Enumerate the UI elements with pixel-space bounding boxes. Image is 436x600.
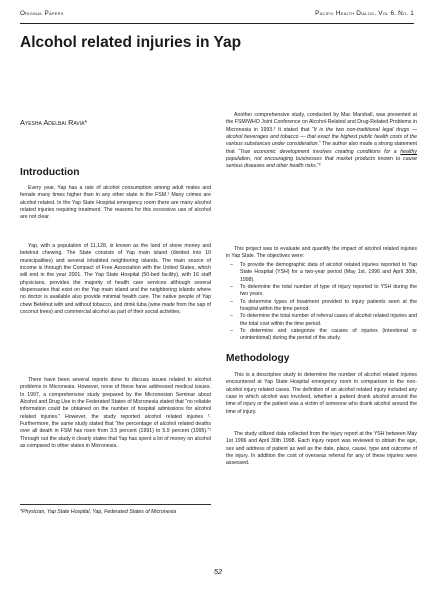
right-p1-quote-2: [226, 149, 417, 170]
footnote-rule: [20, 504, 211, 505]
right-paragraph-1: [226, 112, 417, 171]
objective-item: – To provide the demographic data of alcohol related injuries reported to Yap State Hospital (YSH) for a two-year period (May 1st, 1996 and April 30th, 1998).: [226, 262, 417, 284]
introduction-heading: Introduction: [20, 167, 80, 178]
right-p1-quote-1: It is the two non-traditional legal drugs — alcohol beverages and tobacco — that exact the highest public health costs of the various substances under consideration: [226, 126, 417, 148]
running-header-right: Pacific Health Dialog. Vol 6. No. 1: [315, 10, 414, 17]
objective-item: – To determine the total number of referral cases of alcohol related injuries and the total cost within the time period.: [226, 313, 417, 328]
intro-paragraph-3: There have been several reports done to discuss issues related to alcohol problems in Micronesia. However, none of these have addressed medical issues. In 1997, a comprehensive study prepared by the Micronesian Seminar about Alcohol and Drug Use in the Federated States of Micronesia stated that “no reliable information could be obtained on the number of hospital admissions for alcohol related injuries.” However, the study reported alcohol related injuries ¹. Furthermore, the same study stated that “the percentage of alcohol related deaths over all death in FSM has risen from 3.5 percent (1991) to 5.9 percent (1995).”¹ Through out the study it clearly states that Yap has spent a lot of money on alcohol as compared to other states in Micronesia.: [20, 377, 211, 450]
method-paragraph-2: The study utilized data collected from the injury report at the YSH between May 1st 1996 and April 30th 1998. Each injury report was reviewed to obtain the age, sex and address of patient as well as the date, place, cause, type and outcome of the injury. In addition the cost of overseas referral for any of these injuries were assessed.: [226, 431, 417, 467]
right-p1-quote-2a: True economic development involves creating conditions for a: [239, 148, 401, 155]
intro-paragraph-2: Yap, with a population of 11,128, is known as the land of stone money and betelnut chewing. The State consists of Yap main island (divided into 10 municipalities) and several inhabited neighboring islands. The main source of income is through the Compact of Free Association with the United States, which will end in the year 2001. The Yap State Hospital (50-bed facility), with 16 staff physicians, provides the majority of health care services although several dispensaries that exist on the Yap main island and the neighboring islands where no doctor is available also provide minimal health care. The native people of Yap chew Betelnut with and without tobacco, and drink tuba (wine made from the sap of coconut trees) and commercial alcohol as part of their social activities.: [20, 243, 211, 316]
methodology-heading: Methodology: [226, 353, 290, 364]
author-line: Ayesha Adelbai Ravia*: [20, 118, 88, 127]
header-rule: [20, 23, 414, 24]
article-title: Alcohol related injuries in Yap: [20, 34, 242, 51]
right-p1-text-b: .” The author also made a strong statement that “: [226, 141, 417, 155]
objective-item: – To determine types of treatment provided to injury patients seen at the hospital within the time period.: [226, 299, 417, 314]
right-p1-underlined: healthy: [400, 148, 417, 155]
running-header-left: Original Papers: [20, 10, 64, 17]
objectives-list: [226, 262, 417, 343]
right-p1-text-c: .”²: [315, 163, 321, 170]
right-paragraph-2: This project was to evaluate and quantify the impact of alcohol related injuries in Yap State. The objectives were:: [226, 246, 417, 260]
right-p1-text-a: Another comprehensive study, conducted by Mac Marshall, was presented at the FSM/WHO Joint Conference on Alcohol-Related and Drug-Related Problems in Micronesia in 1993.² It stated that “: [226, 112, 417, 133]
objective-item: – To determine and categorize the causes of injuries (intentional or unintentional) during the period of the study.: [226, 328, 417, 343]
intro-paragraph-1: Every year, Yap has a rate of alcohol consumption among adult males and female many times higher than in any other state in the FSM.¹ Many crimes are alcohol related. In the Yap State Hospital emergency room there are many alcohol related injuries requiring treatment. The reasons for this excessive use of alcohol are not clear.: [20, 185, 211, 221]
right-p1-quote-2b: population, not encouraging businesses that market products known to cause serious diseases and other health risks: [226, 156, 417, 170]
footnote: *Physician, Yap State Hospital, Yap, Federated States of Micronesia: [20, 509, 177, 515]
page-number: 52: [213, 567, 223, 576]
objective-item: – To determine the total number of type of injury reported to YSH during the two years.: [226, 284, 417, 299]
method-paragraph-1: This is a descriptive study to determine the number of alcohol related injuries encountered at Yap State Hospital emergency room in comparison to the non-alcohol injury related cases. The definition of an alcohol related injury included any case in which alcohol was involved, whether a patient drank alcohol around the time of injury or the patient was a victim of someone who drank alcohol around the time of injury.: [226, 372, 417, 415]
